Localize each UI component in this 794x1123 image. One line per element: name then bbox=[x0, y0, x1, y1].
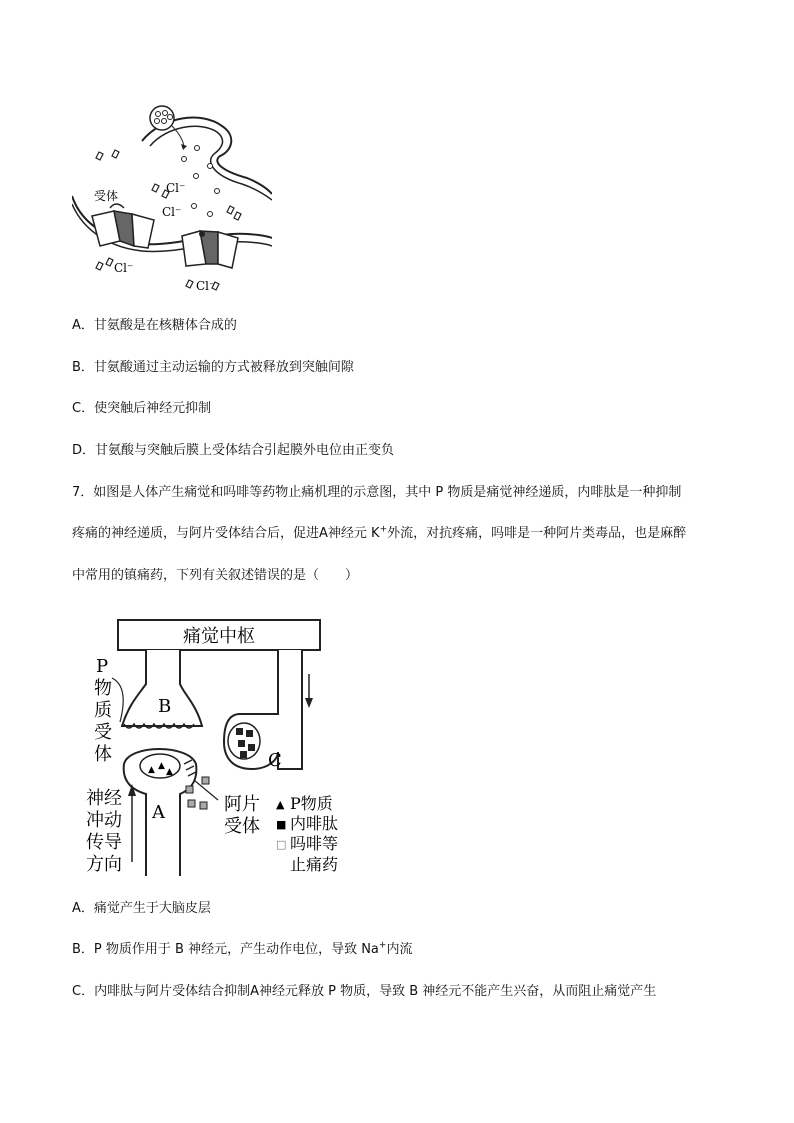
svg-text:止痛药: 止痛药 bbox=[290, 855, 339, 874]
q7-stem-line-2: 疼痛的神经递质，与阿片受体结合后，促进A神经元 K+外流，对抗疼痛，吗啡是一种阿片类毒品，也是麻醉 bbox=[72, 524, 687, 541]
q7-option-c[interactable]: C．内啡肽与阿片受体结合抑制A神经元释放 P 物质，导致 B 神经元不能产生兴奋，从而阻止痛觉产生 bbox=[72, 984, 657, 999]
svg-text:吗啡等: 吗啡等 bbox=[290, 834, 339, 853]
svg-text:体: 体 bbox=[94, 744, 112, 765]
svg-text:质: 质 bbox=[94, 700, 112, 721]
q7-option-b[interactable]: B．P 物质作用于 B 神经元，产生动作电位，导致 Na+内流 bbox=[72, 940, 413, 957]
svg-text:▲: ▲ bbox=[158, 761, 165, 771]
cl-label-1: Cl⁻ bbox=[166, 181, 186, 195]
opioid-receptor-label: 阿片 bbox=[224, 794, 260, 815]
q7-option-a[interactable]: A．痛觉产生于大脑皮层 bbox=[72, 901, 211, 916]
cl-label-3: Cl⁻ bbox=[114, 261, 134, 275]
legend bbox=[276, 794, 338, 874]
svg-text:■: ■ bbox=[276, 818, 287, 831]
svg-text:▲: ▲ bbox=[276, 798, 285, 811]
svg-text:传导: 传导 bbox=[86, 832, 122, 853]
svg-text:物: 物 bbox=[94, 678, 112, 699]
direction-label: 神经 bbox=[86, 788, 122, 809]
receptor-channel-left bbox=[92, 204, 154, 248]
p-substance-in-vesicle: ▲ bbox=[148, 765, 155, 775]
svg-text:冲动: 冲动 bbox=[86, 810, 122, 831]
arrow-down-icon bbox=[305, 698, 313, 708]
q6-option-a[interactable]: A．甘氨酸是在核糖体合成的 bbox=[72, 318, 237, 333]
pain-center-label: 痛觉中枢 bbox=[183, 626, 255, 647]
q6-option-b[interactable]: B．甘氨酸通过主动运输的方式被释放到突触间隙 bbox=[72, 360, 354, 375]
neuron-c-label: C bbox=[268, 750, 282, 771]
q6-option-d[interactable]: D．甘氨酸与突触后膜上受体结合引起膜外电位由正变负 bbox=[72, 443, 395, 458]
svg-text:P物质: P物质 bbox=[290, 794, 333, 813]
synapse-figure-1 bbox=[72, 96, 272, 301]
q7-stem-line-1: 7．如图是人体产生痛觉和吗啡等药物止痛机理的示意图，其中 P 物质是痛觉神经递质，内啡肽是一种抑制 bbox=[72, 485, 682, 500]
neuron-a-label: A bbox=[152, 802, 165, 823]
svg-text:受体: 受体 bbox=[224, 816, 260, 837]
receptor-channel-right bbox=[182, 231, 238, 268]
svg-text:方向: 方向 bbox=[86, 854, 122, 875]
svg-text:受: 受 bbox=[94, 722, 112, 743]
cl-label-4: Cl⁻ bbox=[196, 279, 216, 293]
q7-stem-line-3: 中常用的镇痛药，下列有关叙述错误的是（ ） bbox=[72, 568, 359, 583]
svg-text:▲: ▲ bbox=[166, 767, 173, 777]
svg-text:□: □ bbox=[276, 838, 287, 851]
pain-pathway-figure bbox=[84, 614, 354, 879]
neuron-b-label: B bbox=[158, 696, 172, 717]
svg-text:内啡肽: 内啡肽 bbox=[290, 814, 339, 833]
cl-label-2: Cl⁻ bbox=[162, 205, 182, 219]
receptor-label: 受体 bbox=[94, 189, 119, 203]
q6-option-c[interactable]: C．使突触后神经元抑制 bbox=[72, 401, 212, 416]
p-receptor-label: P bbox=[96, 656, 109, 677]
